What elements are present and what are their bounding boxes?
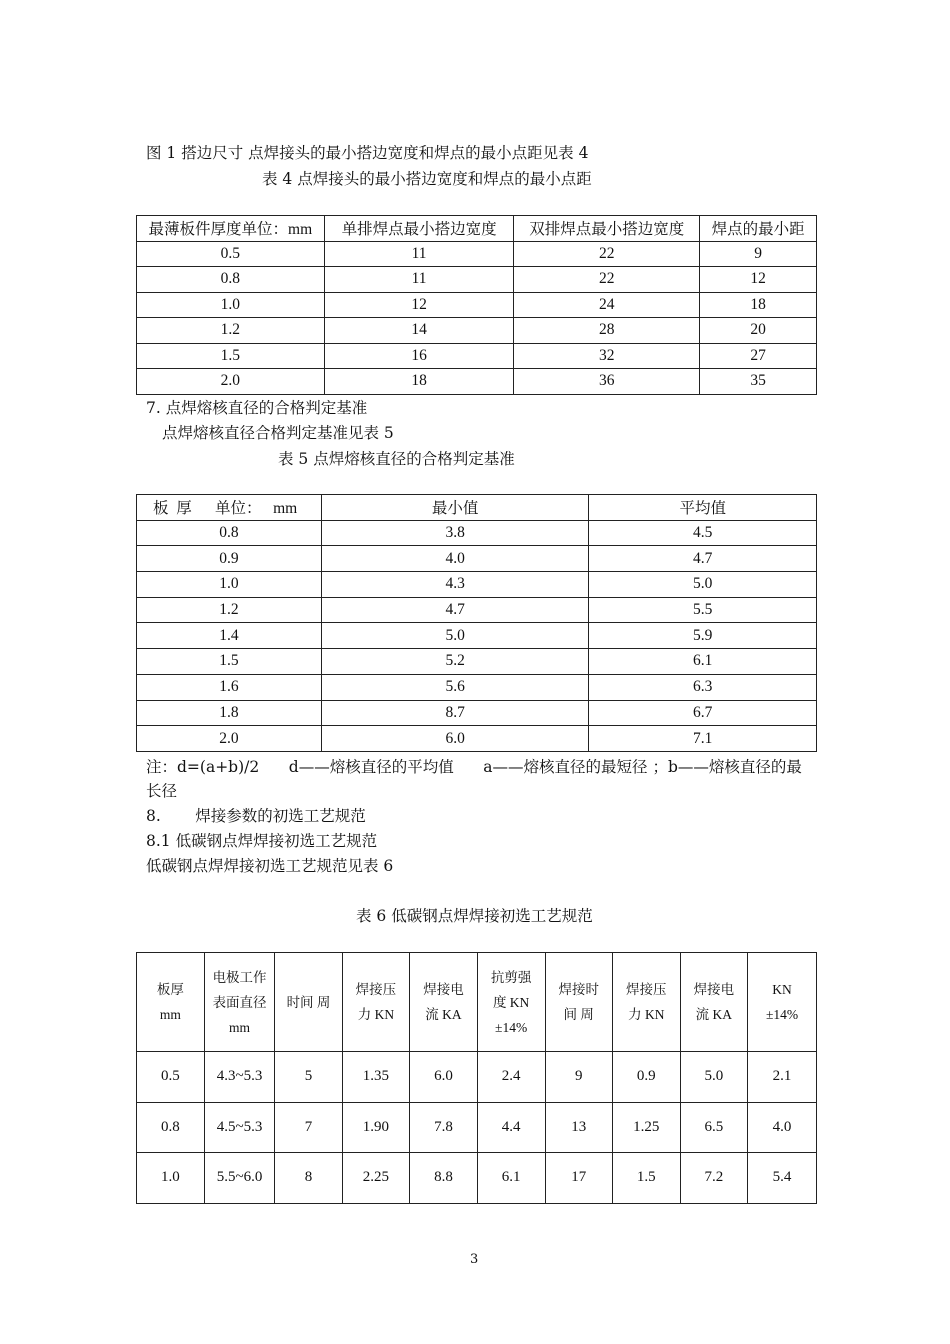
table-row (137, 700, 817, 726)
table-cell: 3.8 (321, 520, 588, 546)
table-cell: 12 (324, 292, 514, 318)
table-cell: 18 (324, 369, 514, 395)
table-header-cell: 板厚 mm (137, 953, 205, 1052)
table-cell: 36 (514, 369, 700, 395)
section-7-heading: 7. 点焊熔核直径的合格判定基准 (146, 399, 368, 417)
table-row (137, 546, 817, 572)
table-header-cell: 抗剪强度 KN ±14% (477, 953, 545, 1052)
table-cell: 7.2 (680, 1153, 748, 1204)
table5-note: 注：d=(a+b)/2 d——熔核直径的平均值 a——熔核直径的最短径 ；b——熔核直径的最 (146, 758, 802, 776)
table-header-cell: 平均值 (589, 495, 817, 521)
table-row (137, 572, 817, 598)
table-cell: 2.1 (748, 1052, 817, 1103)
table-cell: 2.0 (137, 726, 322, 752)
table6 (136, 952, 817, 1204)
table-cell: 4.3 (321, 572, 588, 598)
table-header-cell: KN ±14% (748, 953, 817, 1052)
table-row (137, 241, 817, 267)
table-row (137, 674, 817, 700)
table-cell: 2.0 (137, 369, 325, 395)
table-cell: 1.35 (342, 1052, 410, 1103)
section-8-1-reference: 低碳钢点焊焊接初选工艺规范见表 6 (146, 857, 394, 875)
table-header-cell: 时间 周 (275, 953, 342, 1052)
table-row (137, 623, 817, 649)
table-header-cell: 板 厚 单位： mm (137, 495, 322, 521)
table-header-cell: 单排焊点最小搭边宽度 (324, 216, 514, 242)
page-number: 3 (470, 1252, 479, 1267)
table-cell: 5.5~6.0 (204, 1153, 275, 1204)
table-header-row (137, 216, 817, 242)
section-8-heading: 8. 焊接参数的初选工艺规范 (146, 807, 366, 825)
table-cell: 1.0 (137, 1153, 205, 1204)
table6-title: 表 6 低碳钢点焊焊接初选工艺规范 (356, 907, 593, 925)
table-cell: 7.8 (410, 1102, 478, 1153)
table-cell: 5.6 (321, 674, 588, 700)
table-cell: 1.0 (137, 292, 325, 318)
table-cell: 28 (514, 318, 700, 344)
table-cell: 0.8 (137, 1102, 205, 1153)
table-cell: 1.2 (137, 318, 325, 344)
table-cell: 2.4 (477, 1052, 545, 1103)
table-cell: 5 (275, 1052, 342, 1103)
table-cell: 24 (514, 292, 700, 318)
table-row (137, 520, 817, 546)
table-header-cell: 焊接压力 KN (612, 953, 680, 1052)
table-row (137, 267, 817, 293)
table-header-cell: 电极工作表面直径 mm (204, 953, 275, 1052)
table-cell: 1.0 (137, 572, 322, 598)
table-cell: 6.1 (477, 1153, 545, 1204)
table-cell: 1.25 (612, 1102, 680, 1153)
table-cell: 13 (545, 1102, 612, 1153)
table-cell: 0.5 (137, 241, 325, 267)
table-cell: 5.2 (321, 649, 588, 675)
table-cell: 0.8 (137, 267, 325, 293)
table-cell: 11 (324, 267, 514, 293)
table-cell: 6.5 (680, 1102, 748, 1153)
table-cell: 18 (700, 292, 817, 318)
table-header-cell: 焊接时间 周 (545, 953, 612, 1052)
table-cell: 14 (324, 318, 514, 344)
table-row (137, 343, 817, 369)
table-cell: 6.1 (589, 649, 817, 675)
table-cell: 2.25 (342, 1153, 410, 1204)
table-cell: 4.5 (589, 520, 817, 546)
table-row (137, 1153, 817, 1204)
table-header-cell: 焊点的最小距 (700, 216, 817, 242)
table-row (137, 369, 817, 395)
table-header-cell: 焊接电流 KA (410, 953, 478, 1052)
table-row (137, 1102, 817, 1153)
table-cell: 8.7 (321, 700, 588, 726)
table-header-row (137, 953, 817, 1052)
table-row (137, 597, 817, 623)
table-row (137, 318, 817, 344)
table-header-cell: 焊接压力 KN (342, 953, 410, 1052)
table-cell: 5.5 (589, 597, 817, 623)
table-cell: 4.0 (321, 546, 588, 572)
table4 (136, 215, 817, 395)
table-cell: 32 (514, 343, 700, 369)
section-7-reference: 点焊熔核直径合格判定基准见表 5 (162, 424, 394, 442)
table-row (137, 292, 817, 318)
table-cell: 0.9 (137, 546, 322, 572)
table-cell: 1.4 (137, 623, 322, 649)
table-cell: 9 (545, 1052, 612, 1103)
table-cell: 1.5 (612, 1153, 680, 1204)
table-cell: 20 (700, 318, 817, 344)
table-header-cell: 最小值 (321, 495, 588, 521)
table-cell: 1.5 (137, 649, 322, 675)
table-cell: 5.9 (589, 623, 817, 649)
table-cell: 9 (700, 241, 817, 267)
table-cell: 1.90 (342, 1102, 410, 1153)
table-cell: 5.0 (680, 1052, 748, 1103)
table-cell: 0.5 (137, 1052, 205, 1103)
table-row (137, 1052, 817, 1103)
table-cell: 0.8 (137, 520, 322, 546)
figure-caption: 图 1 搭边尺寸 点焊接头的最小搭边宽度和焊点的最小点距见表 4 (146, 144, 589, 162)
table-cell: 1.6 (137, 674, 322, 700)
table-cell: 4.5~5.3 (204, 1102, 275, 1153)
table-header-row (137, 495, 817, 521)
table-cell: 27 (700, 343, 817, 369)
table-cell: 8.8 (410, 1153, 478, 1204)
table-cell: 1.2 (137, 597, 322, 623)
table-cell: 16 (324, 343, 514, 369)
table-cell: 0.9 (612, 1052, 680, 1103)
table-cell: 5.0 (321, 623, 588, 649)
table-cell: 17 (545, 1153, 612, 1204)
table4-title: 表 4 点焊接头的最小搭边宽度和焊点的最小点距 (262, 170, 592, 188)
table-cell: 7 (275, 1102, 342, 1153)
table-cell: 4.3~5.3 (204, 1052, 275, 1103)
table-cell: 4.7 (589, 546, 817, 572)
table-cell: 5.4 (748, 1153, 817, 1204)
table-cell: 5.0 (589, 572, 817, 598)
table-header-cell: 双排焊点最小搭边宽度 (514, 216, 700, 242)
table-cell: 1.8 (137, 700, 322, 726)
table-cell: 22 (514, 267, 700, 293)
table-cell: 12 (700, 267, 817, 293)
table-cell: 4.7 (321, 597, 588, 623)
table-cell: 6.7 (589, 700, 817, 726)
table-row (137, 726, 817, 752)
table-cell: 8 (275, 1153, 342, 1204)
table-cell: 35 (700, 369, 817, 395)
table-cell: 4.0 (748, 1102, 817, 1153)
table5-title: 表 5 点焊熔核直径的合格判定基准 (278, 450, 515, 468)
table-cell: 7.1 (589, 726, 817, 752)
table-cell: 4.4 (477, 1102, 545, 1153)
table-cell: 6.3 (589, 674, 817, 700)
table-cell: 1.5 (137, 343, 325, 369)
section-8-1-heading: 8.1 低碳钢点焊焊接初选工艺规范 (146, 832, 378, 850)
table5 (136, 494, 817, 752)
table5-note-continued: 长径 (146, 782, 178, 800)
table-header-cell: 焊接电流 KA (680, 953, 748, 1052)
table-cell: 11 (324, 241, 514, 267)
table-cell: 6.0 (410, 1052, 478, 1103)
table-row (137, 649, 817, 675)
table-cell: 6.0 (321, 726, 588, 752)
table-header-cell: 最薄板件厚度单位：mm (137, 216, 325, 242)
table-cell: 22 (514, 241, 700, 267)
